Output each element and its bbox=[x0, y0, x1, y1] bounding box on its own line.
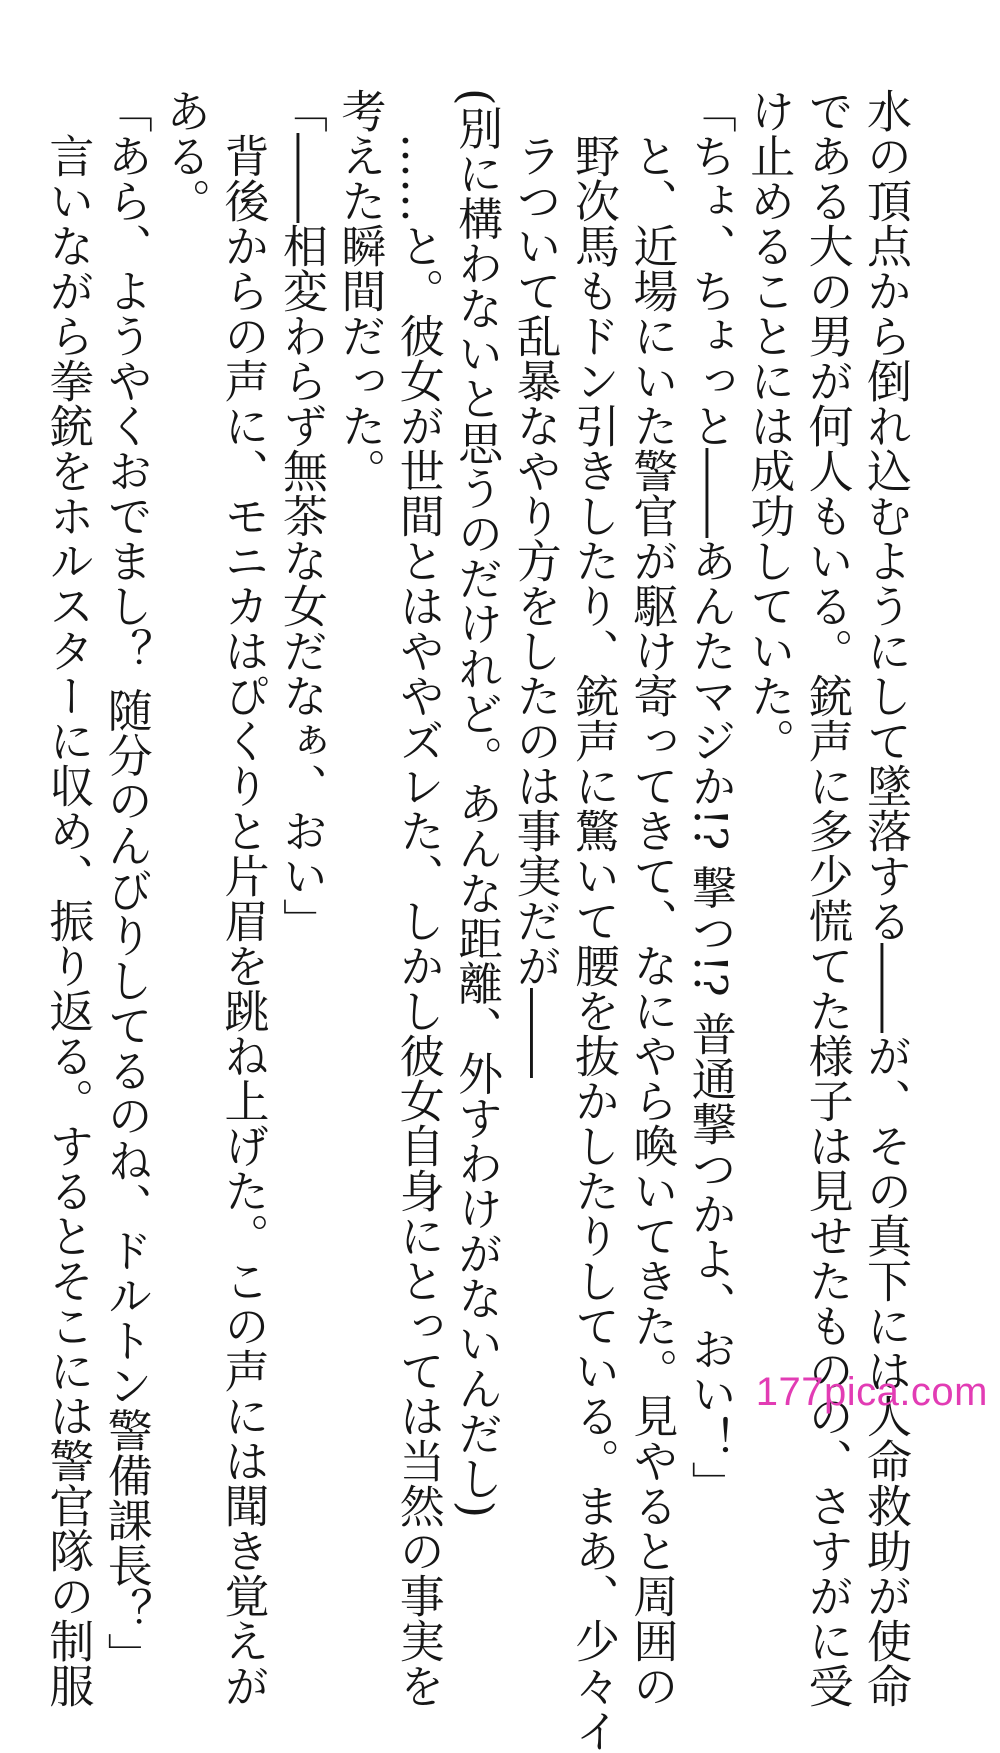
text-line: (別に構わないと思うのだけれど。あんな距離、外すわけがないんだし) bbox=[450, 88, 504, 1519]
text-line: 「あら、ようやくおでまし？ 随分のんびりしてるのね、ドルトン警備課長？」 bbox=[99, 88, 153, 1678]
text-line: 言いながら拳銃をホルスターに収め、振り返る。するとそこには警官隊の制服 bbox=[41, 133, 95, 1708]
text-line: 「ちょ、ちょっと――あんたマジか!? 撃つ!? 普通撃つかよ、おい！」 bbox=[683, 88, 737, 1507]
text-line: ……と。彼女が世間とはややズレた、しかし彼女自身にとっては当然の事実を bbox=[391, 133, 445, 1708]
text-line: と、近場にいた警官が駆け寄ってきて、なにやら喚いてきた。見やると周囲の bbox=[625, 133, 679, 1708]
text-line: ある。 bbox=[158, 88, 212, 223]
text-line: 水の頂点から倒れ込むようにして墜落する――が、その真下には人命救助が使命 bbox=[859, 88, 912, 1708]
text-line: 野次馬もドン引きしたり、銃声に驚いて腰を抜かしたりしている。まあ、少々イ bbox=[566, 133, 620, 1753]
text-line: である大の男が何人もいる。銃声に多少慌てた様子は見せたものの、さすがに受 bbox=[800, 88, 854, 1708]
text-line: 「――相変わらず無茶な女だなぁ、おい」 bbox=[274, 88, 328, 943]
text-line: ラついて乱暴なやり方をしたのは事実だが―― bbox=[508, 133, 562, 1078]
text-line: 考えた瞬間だった。 bbox=[333, 88, 387, 493]
watermark: 177pica.com bbox=[755, 1370, 988, 1414]
text-line: け止めることには成功していた。 bbox=[742, 88, 796, 763]
text-line: 背後からの声に、モニカはぴくりと片眉を跳ね上げた。この声には聞き覚えが bbox=[216, 133, 270, 1708]
